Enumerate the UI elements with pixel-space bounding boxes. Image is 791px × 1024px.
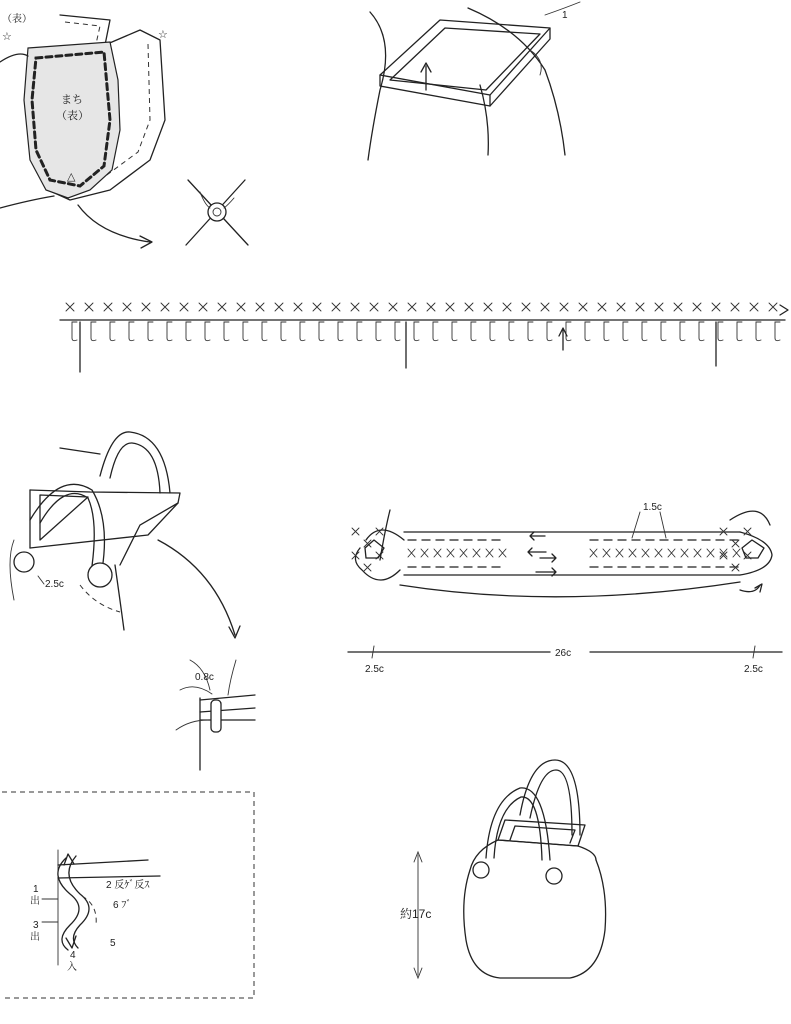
x-stitch-symbol: [85, 303, 93, 311]
x-stitch-symbol: [427, 303, 435, 311]
hook-stitch-symbol: [756, 322, 761, 341]
x-stitch-symbol: [636, 303, 644, 311]
x-stitch-symbol: [769, 303, 777, 311]
handle-joint-detail: [176, 660, 255, 770]
x-stitch-symbol: [579, 303, 587, 311]
hook-stitch-symbol: [585, 322, 590, 341]
x-stitch-symbol: [446, 303, 454, 311]
length-total-label: 26c: [555, 648, 572, 659]
x-stitch-symbol: [598, 303, 606, 311]
triangle-mark: △: [67, 171, 76, 183]
frame-mark: 1: [562, 10, 568, 21]
hook-stitch-symbol: [148, 322, 153, 341]
handle-x-stitch: [590, 549, 597, 557]
hook-stitch-symbol: [338, 322, 343, 341]
gusset-assembly-figure: [0, 12, 168, 248]
x-stitch-symbol: [655, 303, 663, 311]
joint-detail-figure: [186, 180, 248, 245]
handle-x-row: [352, 528, 751, 571]
x-stitch-symbol: [674, 303, 682, 311]
step5-label: 5: [110, 938, 116, 949]
handle-pattern-figure: [352, 502, 772, 597]
hook-stitch-symbol: [775, 322, 780, 341]
x-stitch-symbol: [522, 303, 530, 311]
step4-text: 入: [67, 962, 77, 973]
x-stitch-symbol: [750, 303, 758, 311]
hook-stitch-symbol: [509, 322, 514, 341]
end-left-label: 2.5c: [365, 664, 384, 675]
x-stitch-symbol: [370, 303, 378, 311]
hook-stitch-symbol: [205, 322, 210, 341]
step1-text: 出: [30, 896, 40, 907]
handle-x-stitch: [421, 549, 428, 557]
hook-stitch-symbol: [319, 322, 324, 341]
x-stitch-symbol: [313, 303, 321, 311]
x-stitch-symbol: [104, 303, 112, 311]
hook-stitch-symbol: [433, 322, 438, 341]
handle-x-stitch: [655, 549, 662, 557]
step2-label: 2 反ｹﾞ反ｽ: [106, 880, 150, 891]
x-stitch-symbol: [617, 303, 625, 311]
hook-stitch-symbol: [376, 322, 381, 341]
handle-x-stitch: [408, 549, 415, 557]
handle-x-stitch: [681, 549, 688, 557]
handle-x-stitch: [668, 549, 675, 557]
x-stitch-symbol: [693, 303, 701, 311]
hook-stitch-symbol: [604, 322, 609, 341]
handle-offset-label: 2.5c: [45, 579, 64, 590]
x-stitch-symbol: [389, 303, 397, 311]
detail-offset-label: 0.8c: [195, 672, 214, 683]
gusset-sub-label: （表）: [56, 110, 89, 122]
hook-stitch-symbol: [262, 322, 267, 341]
step3-num: 3: [33, 920, 39, 931]
hook-stitch-symbol: [737, 322, 742, 341]
handles-attach-figure: [10, 432, 240, 638]
hook-stitch-symbol: [281, 322, 286, 341]
hook-stitch-symbol: [72, 322, 77, 341]
x-stitch-symbol: [351, 303, 359, 311]
hook-stitch-symbol: [243, 322, 248, 341]
hook-stitch-symbol: [300, 322, 305, 341]
single-crochet-row: [66, 303, 777, 311]
x-stitch-symbol: [123, 303, 131, 311]
x-stitch-symbol: [294, 303, 302, 311]
height-label: 約17c: [400, 907, 432, 921]
x-stitch-symbol: [465, 303, 473, 311]
handle-x-stitch: [707, 549, 714, 557]
handle-x-stitch: [616, 549, 623, 557]
x-stitch-symbol: [142, 303, 150, 311]
star-mark-left: ☆: [2, 31, 12, 43]
hook-stitch-symbol: [566, 322, 571, 341]
corner-x-stitch: [364, 564, 371, 571]
hook-stitch-symbol: [129, 322, 134, 341]
hook-stitch-symbol: [623, 322, 628, 341]
stitch-guide-box: [2, 792, 254, 998]
hook-stitch-symbol: [680, 322, 685, 341]
x-stitch-symbol: [161, 303, 169, 311]
step4-num: 4: [70, 950, 76, 961]
x-stitch-symbol: [218, 303, 226, 311]
x-stitch-symbol: [541, 303, 549, 311]
handle-x-stitch: [629, 549, 636, 557]
handle-x-stitch: [434, 549, 441, 557]
x-stitch-symbol: [712, 303, 720, 311]
hook-stitch-symbol: [490, 322, 495, 341]
hook-stitch-symbol: [110, 322, 115, 341]
step1-num: 1: [33, 884, 39, 895]
handle-x-stitch: [733, 549, 740, 557]
corner-x-stitch: [732, 540, 739, 547]
step6-label: 6 ﾌﾞ: [113, 900, 132, 911]
hook-stitch-symbol: [224, 322, 229, 341]
hook-stitch-symbol: [547, 322, 552, 341]
corner-x-stitch: [352, 528, 359, 535]
handle-x-stitch: [603, 549, 610, 557]
x-stitch-symbol: [332, 303, 340, 311]
handle-x-stitch: [486, 549, 493, 557]
hook-stitch-symbol: [167, 322, 172, 341]
handle-x-stitch: [460, 549, 467, 557]
x-stitch-symbol: [560, 303, 568, 311]
inner-width-label: 1.5c: [643, 502, 662, 513]
end-right-label: 2.5c: [744, 664, 763, 675]
finished-bag-figure: [400, 760, 606, 978]
hook-stitch-symbol: [471, 322, 476, 341]
hook-stitch-symbol: [395, 322, 400, 341]
star-mark-right: ☆: [158, 29, 168, 41]
hook-stitch-symbol: [699, 322, 704, 341]
handle-dimension-line: [348, 646, 782, 675]
x-stitch-symbol: [731, 303, 739, 311]
handle-x-stitch: [694, 549, 701, 557]
side-label: （表）: [2, 14, 32, 25]
hook-stitch-symbol: [414, 322, 419, 341]
x-stitch-symbol: [484, 303, 492, 311]
x-stitch-symbol: [199, 303, 207, 311]
hook-stitch-symbol: [357, 322, 362, 341]
stitch-row-chart: [60, 303, 788, 372]
hook-stitch-symbol: [642, 322, 647, 341]
hook-stitch-symbol: [528, 322, 533, 341]
handle-x-stitch: [447, 549, 454, 557]
x-stitch-symbol: [180, 303, 188, 311]
hook-stitch-symbol: [718, 322, 723, 341]
hook-stitch-symbol: [91, 322, 96, 341]
handle-x-stitch: [499, 549, 506, 557]
handle-x-stitch: [642, 549, 649, 557]
step3-text: 出: [30, 932, 40, 943]
x-stitch-symbol: [503, 303, 511, 311]
x-stitch-symbol: [256, 303, 264, 311]
x-stitch-symbol: [275, 303, 283, 311]
frame-insert-figure: [368, 2, 580, 160]
gusset-label: まち: [61, 94, 83, 106]
x-stitch-symbol: [66, 303, 74, 311]
x-stitch-symbol: [408, 303, 416, 311]
hook-stitch-symbol: [186, 322, 191, 341]
x-stitch-symbol: [237, 303, 245, 311]
hook-stitch-symbol: [661, 322, 666, 341]
hook-stitch-symbol: [452, 322, 457, 341]
handle-x-stitch: [473, 549, 480, 557]
hook-stitch-row: [72, 322, 780, 341]
